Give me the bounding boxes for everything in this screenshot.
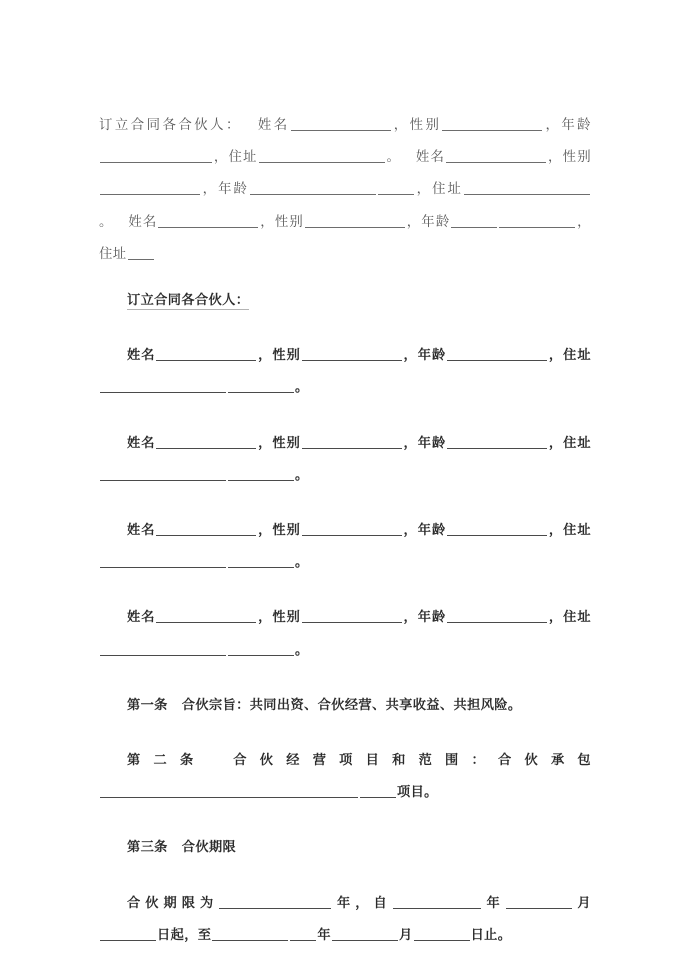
partner-2-comma-b: ， (402, 435, 418, 451)
partner-2-comma-a: ， (257, 435, 273, 451)
intro-age-blank-3[interactable] (451, 214, 497, 228)
partner-1-gender-label: 性别 (272, 348, 301, 364)
article-2-number: 第二条 (127, 753, 207, 769)
partner-3-age-label: 年龄 (417, 523, 447, 539)
partner-4-comma-a: ， (257, 610, 273, 626)
intro-address-label-1: 住址 (228, 150, 258, 166)
partner-2-address-label: 住址 (563, 435, 591, 451)
partner-block-2 (99, 428, 591, 492)
partner-1-address-blank[interactable] (100, 380, 226, 394)
term-period: 。 (497, 927, 512, 943)
term-from-month-unit: 月 (572, 895, 591, 911)
intro-age-blank-3-cont[interactable] (499, 214, 575, 228)
intro-period-1: 。 (385, 150, 402, 166)
article-1-title: 合伙宗旨： (181, 697, 250, 713)
article-2-project-blank[interactable] (100, 785, 358, 799)
intro-name-blank-3[interactable] (158, 214, 258, 228)
intro-comma-c3: ， (576, 214, 591, 230)
intro-comma-b3: ， (405, 214, 422, 230)
term-lead: 合伙期限为 (127, 895, 219, 911)
intro-name-label-1: 姓名 (255, 118, 290, 133)
intro-age-blank-1[interactable] (100, 149, 212, 163)
partner-1-address-label: 住址 (563, 348, 591, 364)
article-3-term (99, 888, 591, 952)
article-3-heading (99, 832, 591, 864)
partner-1-name-label: 姓名 (127, 348, 156, 364)
term-to-label: 至 (197, 927, 212, 943)
partner-3-address-label: 住址 (563, 523, 591, 539)
partner-block-1 (99, 340, 591, 404)
partner-3-gender-blank[interactable] (302, 523, 402, 537)
partner-4-age-blank[interactable] (447, 610, 547, 624)
term-to-year-unit: 年 (317, 927, 331, 943)
article-3-title: 合伙期限 (181, 840, 237, 856)
partner-1-address-blank-cont[interactable] (228, 380, 294, 394)
intro-address-blank-3[interactable] (128, 246, 154, 260)
partner-4-address-blank-cont[interactable] (228, 642, 294, 656)
intro-paragraph (99, 110, 591, 271)
spacer-block (99, 405, 591, 428)
partner-4-gender-blank[interactable] (302, 610, 402, 624)
spacer-block (99, 579, 591, 602)
intro-comma-b2: ， (201, 182, 219, 198)
document-body (99, 110, 591, 952)
partner-1-name-blank[interactable] (156, 348, 256, 362)
partner-2-terminator: 。 (295, 467, 309, 483)
partner-2-gender-blank[interactable] (302, 435, 402, 449)
intro-name-blank-2[interactable] (446, 149, 546, 163)
partner-4-terminator: 。 (295, 642, 309, 658)
term-to-month-unit: 月 (398, 927, 413, 943)
intro-gender-blank-1[interactable] (442, 117, 542, 131)
term-comma-2: ， (184, 927, 198, 943)
partner-2-name-label: 姓名 (127, 435, 156, 451)
term-to-month-blank[interactable] (332, 927, 398, 941)
article-2 (99, 745, 591, 809)
partner-4-comma-b: ， (402, 610, 418, 626)
article-1 (99, 690, 591, 722)
intro-comma-a3: ， (259, 214, 275, 230)
spacer-block (99, 865, 591, 888)
partner-2-gender-label: 性别 (272, 435, 301, 451)
intro-age-label-1: 年龄 (561, 118, 591, 133)
intro-address-blank-2[interactable] (464, 182, 590, 196)
intro-address-blank-1[interactable] (259, 149, 385, 163)
partner-1-age-label: 年龄 (417, 348, 447, 364)
partner-1-gender-blank[interactable] (302, 348, 402, 362)
term-years-blank[interactable] (219, 895, 331, 909)
partner-2-comma-c: ， (548, 435, 564, 451)
partner-2-age-label: 年龄 (417, 435, 447, 451)
term-to-year-blank-cont[interactable] (290, 927, 316, 941)
spacer-block (99, 667, 591, 690)
term-year-unit: 年 (332, 895, 356, 911)
partner-3-age-blank[interactable] (447, 523, 547, 537)
partners-heading-text: 订立合同各合伙人： (127, 293, 250, 309)
partners-heading (99, 285, 591, 317)
partner-4-comma-c: ， (548, 610, 564, 626)
term-from-year-blank[interactable] (393, 895, 481, 909)
term-from-label: 自 (373, 895, 392, 911)
partner-block-3 (99, 515, 591, 579)
partner-4-gender-label: 性别 (272, 610, 301, 626)
intro-lead: 订立合同各合伙人： (99, 118, 242, 133)
article-2-project-blank-cont[interactable] (360, 785, 396, 799)
intro-comma-b1: ， (543, 118, 562, 133)
partner-4-name-blank[interactable] (156, 610, 256, 624)
term-from-month-blank[interactable] (506, 895, 572, 909)
partner-2-name-blank[interactable] (156, 435, 256, 449)
partner-3-address-blank[interactable] (100, 555, 226, 569)
partner-1-comma-b: ， (402, 348, 418, 364)
spacer-block (99, 317, 591, 340)
partner-2-address-blank[interactable] (100, 467, 226, 481)
partner-4-address-blank[interactable] (100, 642, 226, 656)
intro-gender-blank-2[interactable] (100, 182, 200, 196)
spacer-block (99, 722, 591, 745)
partner-3-terminator: 。 (295, 555, 309, 571)
intro-comma-c1: ， (213, 150, 229, 166)
intro-gender-label-1: 性别 (409, 118, 442, 133)
intro-comma-a1: ， (391, 118, 410, 133)
intro-comma-a2: ， (547, 150, 563, 166)
intro-age-label-3: 年龄 (421, 214, 451, 230)
intro-address-label-2: 住址 (432, 182, 463, 198)
intro-age-blank-2-cont[interactable] (378, 182, 414, 196)
partner-2-age-blank[interactable] (447, 435, 547, 449)
intro-gender-label-3: 性别 (274, 214, 304, 230)
term-to-year-blank[interactable] (212, 927, 288, 941)
term-comma-1: ， (355, 895, 374, 911)
term-from-suffix: 日起 (157, 927, 185, 943)
partner-1-terminator: 。 (295, 380, 309, 396)
spacer-block (99, 809, 591, 832)
term-to-suffix: 日止 (470, 927, 498, 943)
partner-3-address-blank-cont[interactable] (228, 555, 294, 569)
spacer-block (99, 271, 591, 285)
intro-gender-label-2: 性别 (562, 150, 591, 166)
partner-3-name-blank[interactable] (156, 523, 256, 537)
article-2-title: 合伙经营项目和范围： (220, 753, 499, 769)
partner-1-comma-c: ， (548, 348, 564, 364)
term-from-day-blank[interactable] (100, 927, 156, 941)
intro-name-blank-1[interactable] (291, 117, 391, 131)
partner-4-age-label: 年龄 (417, 610, 447, 626)
partner-3-comma-a: ， (257, 523, 273, 539)
spacer-block (99, 492, 591, 515)
partner-3-comma-b: ， (402, 523, 418, 539)
intro-name-label-2: 姓名 (415, 150, 446, 166)
partner-4-address-label: 住址 (563, 610, 591, 626)
article-2-body-before: 合伙承包 (498, 753, 592, 769)
term-to-day-blank[interactable] (414, 927, 470, 941)
partner-3-gender-label: 性别 (272, 523, 301, 539)
partner-1-comma-a: ， (257, 348, 273, 364)
partner-3-comma-c: ， (548, 523, 564, 539)
partner-2-address-blank-cont[interactable] (228, 467, 294, 481)
partner-4-name-label: 姓名 (127, 610, 156, 626)
intro-age-blank-2[interactable] (250, 182, 376, 196)
intro-age-label-2: 年龄 (218, 182, 249, 198)
partner-3-name-label: 姓名 (127, 523, 156, 539)
article-2-body-after: 项目。 (397, 785, 438, 801)
intro-gender-blank-3[interactable] (305, 214, 405, 228)
article-1-body: 共同出资、合伙经营、共享收益、共担风险。 (249, 697, 522, 713)
partner-1-age-blank[interactable] (447, 348, 547, 362)
intro-address-label-3: 住址 (99, 246, 127, 262)
intro-name-label-3: 姓名 (127, 214, 158, 230)
intro-period-2: 。 (99, 214, 114, 230)
article-1-number: 第一条 (127, 697, 168, 713)
partner-block-4 (99, 602, 591, 666)
article-3-number: 第三条 (127, 840, 168, 856)
term-from-year-unit: 年 (481, 895, 505, 911)
intro-comma-c2: ， (415, 182, 433, 198)
